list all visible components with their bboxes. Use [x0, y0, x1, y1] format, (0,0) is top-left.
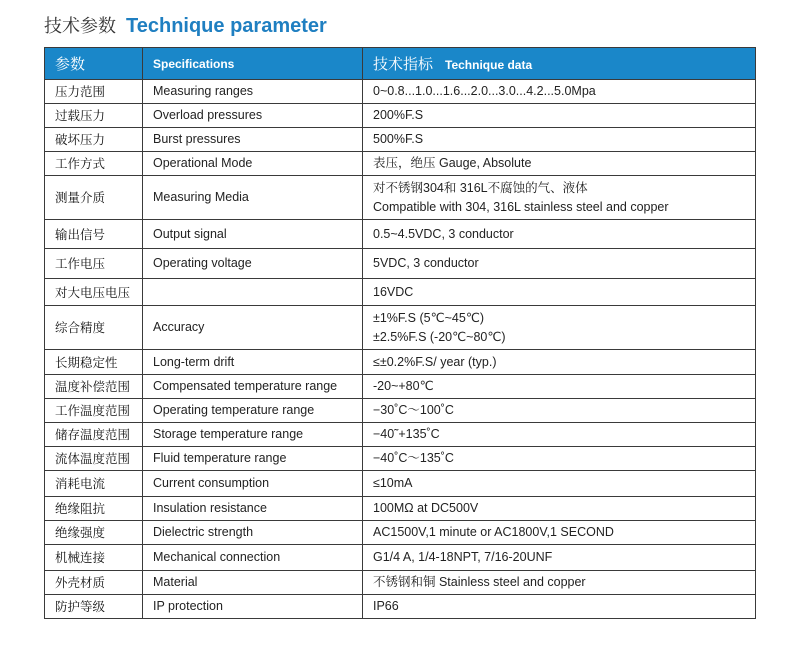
header-technique-data: 技术指标 Technique data — [363, 48, 756, 80]
technique-data-cell — [363, 279, 756, 306]
technique-data-cell — [363, 447, 756, 471]
specification-name-en: Operating temperature range — [143, 399, 363, 423]
parameter-name-cn: 工作温度范围 — [45, 399, 143, 423]
table-row — [45, 447, 756, 471]
technique-data-cell — [363, 80, 756, 104]
technique-data-cell — [363, 220, 756, 249]
table-row — [45, 306, 756, 350]
technique-data-value: −40˚C～135˚C — [373, 451, 454, 465]
parameter-name-cn: 外壳材质 — [45, 571, 143, 595]
table-row — [45, 350, 756, 375]
parameter-name-cn: 工作电压 — [45, 249, 143, 279]
page-title — [44, 12, 327, 42]
table-row — [45, 471, 756, 497]
specification-name-en: Accuracy — [143, 306, 363, 350]
technique-data-cell — [363, 497, 756, 521]
specification-name-en: Mechanical connection — [143, 545, 363, 571]
technique-data-value: ±2.5%F.S (-20℃~80℃) — [373, 329, 506, 344]
table-row — [45, 571, 756, 595]
specification-name-en: Operational Mode — [143, 152, 363, 176]
specification-name-en: Compensated temperature range — [143, 375, 363, 399]
title-english: Technique parameter — [126, 15, 327, 37]
specification-name-en — [143, 279, 363, 306]
parameter-table — [44, 47, 756, 619]
technique-data-cell — [363, 306, 756, 350]
specification-name-en: Measuring ranges — [143, 80, 363, 104]
technique-data-cell — [363, 399, 756, 423]
technique-data-value: 0.5~4.5VDC, 3 conductor — [373, 226, 514, 241]
specification-name-en: Dielectric strength — [143, 521, 363, 545]
table-row — [45, 220, 756, 249]
technique-data-value: 100MΩ at DC500V — [373, 501, 479, 515]
technique-data-value: 5VDC, 3 conductor — [373, 256, 479, 270]
parameter-name-cn: 温度补偿范围 — [45, 375, 143, 399]
parameter-name-cn: 储存温度范围 — [45, 423, 143, 447]
specification-name-en: Output signal — [143, 220, 363, 249]
specification-name-en: Operating voltage — [143, 249, 363, 279]
table-row — [45, 152, 756, 176]
technique-data-value: 0~0.8...1.0...1.6...2.0...3.0...4.2...5.0Mpa — [373, 84, 596, 98]
parameter-name-cn: 测量介质 — [45, 176, 143, 220]
technique-data-cell — [363, 152, 756, 176]
technique-data-value: -20~+80℃ — [373, 379, 434, 393]
technique-data-value: 16VDC — [373, 284, 414, 299]
specification-name-en: Material — [143, 571, 363, 595]
technique-data-cell — [363, 375, 756, 399]
table-row — [45, 497, 756, 521]
table-row — [45, 399, 756, 423]
technique-data-value: −40˜+135˚C — [373, 427, 440, 441]
header-parameter: 参数 — [45, 48, 143, 80]
technique-data-cell — [363, 471, 756, 497]
parameter-name-cn: 绝缘强度 — [45, 521, 143, 545]
technique-data-value: 表压，绝压 Gauge, Absolute — [373, 156, 532, 170]
technique-data-value: 200%F.S — [373, 108, 424, 122]
technique-data-cell — [363, 595, 756, 619]
specification-name-en: Overload pressures — [143, 104, 363, 128]
technique-data-value: ≤±0.2%F.S/ year (typ.) — [373, 354, 497, 369]
title-chinese: 技术参数 — [44, 16, 116, 37]
table-row — [45, 80, 756, 104]
specification-name-en: Current consumption — [143, 471, 363, 497]
specification-name-en: Insulation resistance — [143, 497, 363, 521]
technique-data-cell — [363, 176, 756, 220]
table-row — [45, 279, 756, 306]
parameter-name-cn: 破坏压力 — [45, 128, 143, 152]
parameter-name-cn: 长期稳定性 — [45, 350, 143, 375]
specification-name-en: Measuring Media — [143, 176, 363, 220]
header-specifications: Specifications — [143, 48, 363, 80]
specification-name-en: Long-term drift — [143, 350, 363, 375]
specification-name-en: Storage temperature range — [143, 423, 363, 447]
technique-data-value: AC1500V,1 minute or AC1800V,1 SECOND — [373, 525, 614, 539]
technique-data-value: 500%F.S — [373, 132, 424, 146]
table-row — [45, 423, 756, 447]
technique-data-cell — [363, 249, 756, 279]
technique-data-cell — [363, 545, 756, 571]
specification-name-en: Burst pressures — [143, 128, 363, 152]
parameter-name-cn: 综合精度 — [45, 306, 143, 350]
table-row — [45, 128, 756, 152]
specification-name-en: Fluid temperature range — [143, 447, 363, 471]
technique-data-cell — [363, 104, 756, 128]
technique-data-cell — [363, 128, 756, 152]
technique-data-value: ±1%F.S (5℃~45℃) — [373, 310, 485, 325]
parameter-name-cn: 压力范围 — [45, 80, 143, 104]
table-row — [45, 249, 756, 279]
technique-data-value: 对不锈钢304和 316L不腐蚀的气、液体 — [373, 180, 588, 195]
parameter-name-cn: 消耗电流 — [45, 471, 143, 497]
parameter-name-cn: 工作方式 — [45, 152, 143, 176]
specification-name-en: IP protection — [143, 595, 363, 619]
technique-data-value: G1/4 A, 1/4-18NPT, 7/16-20UNF — [373, 550, 553, 564]
table-header-row — [45, 48, 756, 80]
technique-data-cell — [363, 423, 756, 447]
parameter-name-cn: 对大电压电压 — [45, 279, 143, 306]
table-row — [45, 545, 756, 571]
technique-data-value: Compatible with 304, 316L stainless steel and copper — [373, 199, 669, 214]
technique-data-value: −30˚C～100˚C — [373, 403, 454, 417]
table-row — [45, 375, 756, 399]
table-row — [45, 595, 756, 619]
technique-data-value: 不锈钢和铜 Stainless steel and copper — [373, 575, 586, 589]
parameter-name-cn: 防护等级 — [45, 595, 143, 619]
parameter-name-cn: 输出信号 — [45, 220, 143, 249]
technique-data-cell — [363, 571, 756, 595]
table-row — [45, 104, 756, 128]
technique-data-cell — [363, 521, 756, 545]
technique-data-value: IP66 — [373, 599, 399, 613]
technique-data-value: ≤10mA — [373, 476, 413, 490]
parameter-name-cn: 过载压力 — [45, 104, 143, 128]
parameter-name-cn: 绝缘阻抗 — [45, 497, 143, 521]
table-row — [45, 176, 756, 220]
parameter-name-cn: 机械连接 — [45, 545, 143, 571]
table-row — [45, 521, 756, 545]
technique-data-cell — [363, 350, 756, 375]
parameter-name-cn: 流体温度范围 — [45, 447, 143, 471]
